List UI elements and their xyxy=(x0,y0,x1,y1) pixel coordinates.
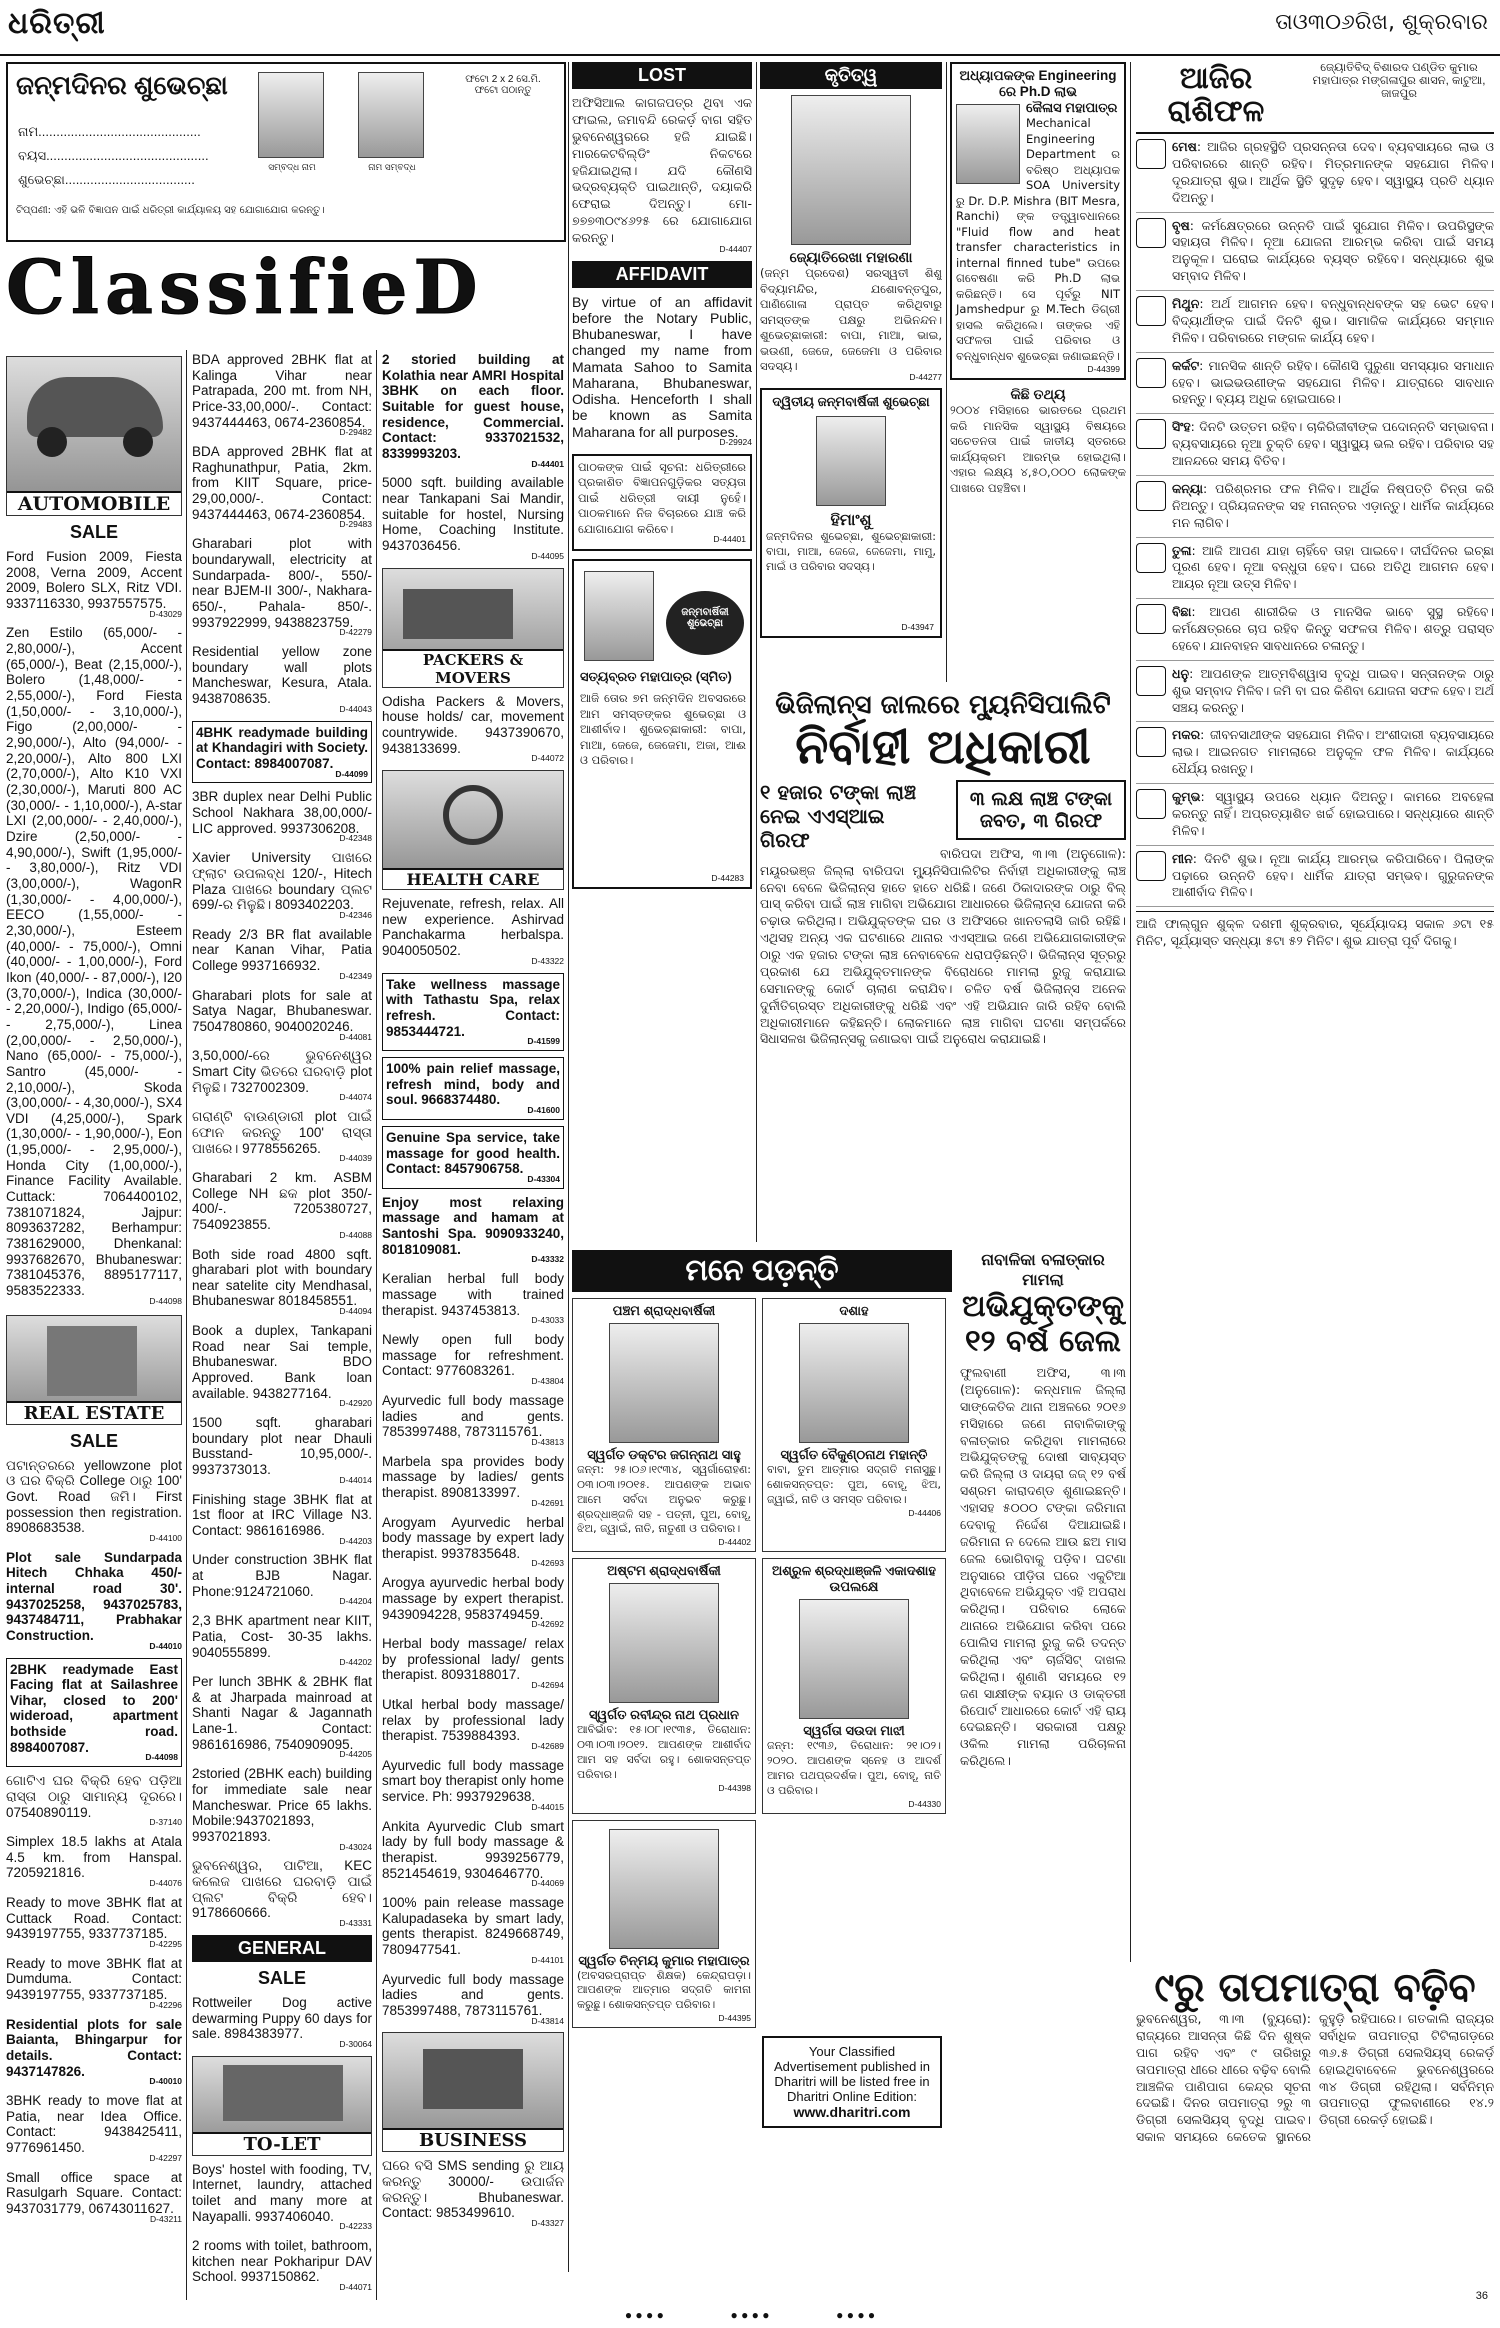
health-ads-list xyxy=(382,896,564,2026)
zodiac-sign-entry: ବୃଷ: କର୍ମକ୍ଷେତ୍ରରେ ଉନ୍ନତି ପାଇଁ ସୁଯୋଗ ମିଳିବ। ଉପରିସ୍ଥଙ୍କ ସହାୟତା ମିଳିବ। ନୂଆ ଯୋଜନା ଆରମ୍ଭ କରିବା ପାଇଁ ସମୟ ଅନୁକୂଳ। ଘରୋଇ କାର୍ଯ୍ୟରେ ବ୍ୟସ୍ତ ରହିବେ। ସନ୍ଧ୍ୟାରେ ଶୁଭ ସମ୍ବାଦ ମିଳିବ। xyxy=(1136,213,1494,292)
health-ad: Ayurvedic full body massage ladies and gents. 7853997488, 7873115761. D-43814 xyxy=(382,1971,564,2026)
court-kicker: ନାବାଳିକା ବଳାତ୍କାର ମାମଲା xyxy=(981,1250,1105,1289)
column-notices xyxy=(572,62,752,1242)
zodiac-sign-name: ବିଛା xyxy=(1172,604,1192,620)
property-ad: 1500 sqft. gharabari boundary plot near Dhauli Busstand- 10,95,000/-. 9937373013. D-44014 xyxy=(192,1415,372,1485)
health-ad: Keralian herbal full body massage with trained therapist. 9437453813. D-43033 xyxy=(382,1271,564,1326)
print-registration-marks: ● ● ● ● ● ● ● ● ● ● ● ● xyxy=(624,2308,876,2322)
zodiac-sign-name: ସିଂହ xyxy=(1172,419,1191,435)
real-estate-ad: Ready to move 3BHK flat at Cuttack Road. Contact: 9439197755, 9337737185. D-42295 xyxy=(6,1894,182,1949)
real-estate-sale-heading: SALE xyxy=(69,1430,118,1451)
building-ads-list xyxy=(382,352,564,562)
zodiac-prediction: କର୍ମକ୍ଷେତ୍ରରେ ଉନ୍ନତି ପାଇଁ ସୁଯୋଗ ମିଳିବ। ଉପରିସ୍ଥଙ୍କ ସହାୟତା ମିଳିବ। ନୂଆ ଯୋଜନା ଆରମ୍ଭ କରିବା ପାଇଁ ସମୟ ଅନୁକୂଳ। ଘରୋଇ କାର୍ଯ୍ୟରେ ବ୍ୟସ୍ତ ରହିବେ। ସନ୍ଧ୍ୟାରେ ଶୁଭ ସମ୍ବାଦ ମିଳିବ। xyxy=(1172,217,1494,284)
vigilance-headline: ନିର୍ବାହୀ ଅଧିକାରୀ xyxy=(795,719,1091,775)
online-edition-box xyxy=(762,2036,942,2128)
birthday-wish-line: ଶୁଭେଚ୍ଛା.................................... xyxy=(18,172,195,187)
phd-heading: ଅଧ୍ୟାପକଙ୍କ Engineering ରେ Ph.D ଲାଭ xyxy=(959,68,1117,99)
birthday-title: ଜନ୍ମଦିନର ଶୁଭେଚ୍ଛା xyxy=(16,70,228,100)
professor-photo xyxy=(956,104,1020,184)
zodiac-symbol-icon xyxy=(1136,139,1166,169)
property-ad: Residential yellow zone boundary wall plots Mancheswar, Kesura, Atala. 9438708635. D-44043 xyxy=(192,644,372,714)
zodiac-prediction: ଆଜିର ଗ୍ରହସ୍ଥିତି ପ୍ରସନ୍ନତା ଦେବ। ବ୍ୟବସାୟରେ ଲାଭ ଓ ପରିବାରରେ ଶାନ୍ତି ରହିବ। ମିତ୍ରମାନଙ୍କ ସହଯୋଗ ମିଳିବ। ଦୂରଯାତ୍ରା ଶୁଭ। ଆର୍ଥିକ ସ୍ଥିତି ସୁଦୃଢ଼ ହେବ। ସ୍ୱାସ୍ଥ୍ୟ ପ୍ରତି ଧ୍ୟାନ ଦିଅନ୍ତୁ। xyxy=(1172,139,1494,205)
reader-notice-box: ପାଠକଙ୍କ ପାଇଁ ସୂଚନା: ଧରିତ୍ରୀରେ ପ୍ରକାଶିତ ବିଜ୍ଞାପନଗୁଡ଼ିକର ସତ୍ୟତା ପାଇଁ ଧରିତ୍ରୀ ଦାୟୀ ନୁହେଁ। ପାଠକମାନେ ନିଜ ବିଚାରରେ ଯାଞ୍ଚ କରି ଯୋଗାଯୋଗ କରିବେ। D-44401 xyxy=(572,454,752,551)
vigilance-story xyxy=(760,690,1126,1235)
obituary-card xyxy=(762,1558,946,1813)
general-ad: Rottweiler Dog active dewarming Puppy 60 days for sale. 8984383977. D-30064 xyxy=(192,1994,372,2049)
property-ad: Gharabari plot with boundarywall, electricity at Sundarpada- 800/-, 550/- near BJEM-II 300/-, Nakhara- 650/-, Pahala- 850/-. 9937922999, 9438823759. D-42279 xyxy=(192,536,372,638)
zodiac-sign-entry: ଧନୁ: ଆପଣଙ୍କ ଆତ୍ମବିଶ୍ୱାସ ବୃଦ୍ଧି ପାଇବ। ସନ୍ତାନଙ୍କ ଠାରୁ ଶୁଭ ସମ୍ବାଦ ମିଳିବ। ଜମି ବା ଘର କିଣିବା ଯୋଜନା ସଫଳ ହେବ। ଅର୍ଥ ସଞ୍ଚୟ କରନ୍ତୁ। xyxy=(1136,661,1494,723)
zodiac-prediction: ଅର୍ଥ ଆଗମନ ହେବ। ବନ୍ଧୁବାନ୍ଧବଙ୍କ ସହ ଭେଟ ହେବ। ବିଦ୍ୟାର୍ଥୀଙ୍କ ପାଇଁ ଦିନଟି ଶୁଭ। ସାମାଜିକ କାର୍ଯ୍ୟରେ ସମ୍ମାନ ମିଳିବ। ପରିବାରରେ ମଙ୍ଗଳ କାର୍ଯ୍ୟ ହେବ। xyxy=(1172,296,1494,345)
property-ad: Under construction 3BHK flat at BJB Nagar. Phone:9124721060. D-44204 xyxy=(192,1552,372,1607)
wheel-icon xyxy=(37,427,67,457)
column-greetings: କୃତିତ୍ୱ ଜ୍ୟୋତିରେଖା ମହାରଣା (ଜନ୍ମ ପ୍ରଦେଶ) ସରସ୍ୱତୀ ଶିଶୁ ବିଦ୍ୟାମନ୍ଦିର, ଯଶୋବନ୍ତପୁର, ପାଣିଗୋଳା ପ୍ରାପ୍ତ କରିଥିବାରୁ ସମସ୍ତଙ୍କ ପକ୍ଷରୁ ଅଭିନନ୍ଦନ। ଶୁଭେଚ୍ଛାକାରୀ: ବାପା, ମାଆ, ଭାଇ, ଭଉଣୀ, ଜେଜେ, ଜେଜେମା ଓ ପରିବାର ସଦସ୍ୟ। D-44277 ଦ୍ୱିତୀୟ ଜନ୍ମବାର୍ଷିକୀ ଶୁଭେଚ୍ଛା ହିମାଂଶୁ ଜନ୍ମଦିନର ଶୁଭେଚ୍ଛା, ଶୁଭେଚ୍ଛାକାରୀ: ବାପା, ମାଆ, ଜେଜେ, ଜେଜେମା, ମାମୁ, ମାଇଁ ଓ ପରିବାର ସଦସ୍ୟ। D-43947 xyxy=(760,62,942,682)
health-ad: Arogyam Ayurvedic herbal body massage by expert lady therapist. 9937835648. D-42693 xyxy=(382,1514,564,1569)
lost-code: D-44407 xyxy=(719,243,752,254)
health-ad: Herbal body massage/ relax by professional lady/ gents therapist. 8093188017. D-42694 xyxy=(382,1636,564,1691)
property-ad: Finishing stage 3BHK flat at 1st floor at IRC Village N3. Contact: 9861616986. D-44203 xyxy=(192,1491,372,1546)
child-photo xyxy=(584,571,654,661)
lost-notice-text: ଅଫିସିଆଲ କାଗଜପତ୍ର ଥିବା ଏକ ଫାଇଲ, ଜମାବନ୍ଦି ରେକର୍ଡ଼ ବାଗ ସହିତ ଭୁବନେଶ୍ୱରରେ ହଜି ଯାଇଛି। ମାରକେଟବିଲ୍ଡିଂ ନିକଟରେ ହଜିଯାଇଥିଲା। ଯଦି କୌଣସି ଭଦ୍ରବ୍ୟକ୍ତି ପାଇଥାନ୍ତି, ଦୟାକରି ଫେରାଇ ଦିଅନ୍ତୁ। ମୋ- ୭୭୭୩୦୯୪୬୨୫ ରେ ଯୋଗାଯୋଗ କରନ୍ତୁ। xyxy=(572,95,752,245)
property-ad: 3BR duplex near Delhi Public School Nakhara 38,00,000/- LIC approved. 9937306208. D-42348 xyxy=(192,789,372,844)
zodiac-sign-name: ମକର xyxy=(1172,727,1201,743)
property-ads-list xyxy=(192,352,372,1929)
obituary-text: ଆବିର୍ଭାବ: ୧୫।୦୮।୧୯୩୫, ତିରୋଧାନ: ୦୩।୦୩।୨୦୧୨. ଆପଣଙ୍କ ଆଶୀର୍ବାଦ ଆମ ସହ ସର୍ବଦା ରହୁ। ଶୋକସନ୍ତପ୍ତ ପରିବାର। xyxy=(577,1723,751,1781)
packers-ad: Odisha Packers & Movers, house holds/ car, movement countrywide. 9437390670, 9438133699. D-44072 xyxy=(382,693,564,764)
facts-text: ୨୦୦୪ ମସିହାରେ ଭାରତରେ ପ୍ରଥମ କରି ମାନସିକ ସ୍ୱାସ୍ଥ୍ୟ ବିଷୟରେ ସଚେତନତା ପାଇଁ ଜାତୀୟ ସ୍ତରରେ କାର୍ଯ୍ୟକ୍ରମ ଆରମ୍ଭ ହୋଇଥିଲା। ଏହାର ଲକ୍ଷ୍ୟ ୪,୫୦,୦୦୦ ଲୋକଙ୍କ ପାଖରେ ପହଞ୍ଚିବା। xyxy=(950,403,1126,495)
toddler-name: ହିମାଂଶୁ xyxy=(830,512,872,530)
page-number: 36 xyxy=(1475,2290,1488,2302)
birthday-age-line: ବୟସ............................................. xyxy=(18,148,209,163)
horoscope-section xyxy=(1136,62,1494,1962)
health-ad: 100% pain relief massage, refresh mind, body and soul. 9668374480. D-41600 xyxy=(382,1057,564,1120)
automobile-ad: Ford Fusion 2009, Fiesta 2008, Verna 2009, Accent 2009, Bolero SLX, Ritz VDI. 9337116330, 9937557575. D-43029 xyxy=(6,549,182,619)
real-estate-ad: ପଟାନ୍ତରରେ yellowzone plot ଓ ଘର ବିକ୍ରି College ଠାରୁ 100' Govt. Road ଜମି। First possession then registration. 8908683538. D-44100 xyxy=(6,1457,182,1543)
zodiac-prediction: ଆପଣ ଶାରୀରିକ ଓ ମାନସିକ ଭାବେ ସୁସ୍ଥ ରହିବେ। କର୍ମକ୍ଷେତ୍ରରେ ଚାପ ରହିବ କିନ୍ତୁ ସଫଳତା ମିଳିବ। ଶତ୍ରୁ ପରାସ୍ତ ହେବେ। ଯାନବାହନ ସାବଧାନରେ ଚଳାନ୍ତୁ। xyxy=(1172,604,1494,653)
health-ad: Enjoy most relaxing massage and hamam at Santoshi Spa. 9090933240, 8018109081. D-43332 xyxy=(382,1194,564,1265)
health-ad: Utkal herbal body massage/ relax by professional lady therapist. 7539884393. D-42689 xyxy=(382,1696,564,1751)
business-label: BUSINESS xyxy=(383,2128,563,2151)
stethoscope-icon xyxy=(443,785,503,845)
obituary-name: ସ୍ୱର୍ଗତ ରବୀନ୍ଦ୍ର ନାଥ ପ୍ରଧାନ xyxy=(588,1707,740,1723)
health-care-banner xyxy=(382,770,564,890)
zodiac-prediction: ମାନସିକ ଶାନ୍ତି ରହିବ। କୌଣସି ପୁରୁଣା ସମସ୍ୟାର ସମାଧାନ ହେବ। ଭାଇଭଉଣୀଙ୍କ ସହଯୋଗ ମିଳିବ। ଯାତ୍ରାରେ ସାବଧାନ ରହନ୍ତୁ। ବ୍ୟୟ ଅଧିକ ହୋଇପାରେ। xyxy=(1172,357,1494,407)
health-ad: Ankita Ayurvedic Club smart lady by full body massage & therapist. 9939256779, 8521454619, 9304646770. D-44069 xyxy=(382,1818,564,1889)
real-estate-ad: Simplex 18.5 lakhs at Atala 4.5 km. from Hanspal. 7205921816. D-44076 xyxy=(6,1834,182,1889)
automobile-ads-list xyxy=(6,549,182,1307)
zodiac-sign-name: ମିଥୁନ xyxy=(1172,296,1200,311)
zodiac-symbol-icon xyxy=(1136,604,1166,634)
badge-wish-text: ଆଜି ତୋର ୭ମ ଜନ୍ମଦିନ ଅବସରରେ ଆମ ସମସ୍ତଙ୍କର ଶୁଭେଚ୍ଛା ଓ ଆଶୀର୍ବାଦ। ଶୁଭେଚ୍ଛାକାରୀ: ବାପା, ମାଆ, ଜେଜେ, ଜେଜେମା, ଅଜା, ଆଈ ଓ ପରିବାର। xyxy=(580,691,746,768)
facts-heading: କିଛି ତଥ୍ୟ xyxy=(1010,386,1066,403)
to-let-banner xyxy=(192,2056,372,2156)
obituary-title: ଅଶ୍ରୁଳ ଶ୍ରଦ୍ଧାଞ୍ଜଳି ଏକାଦଶାହ ଉପଲକ୍ଷେ xyxy=(772,1563,936,1595)
zodiac-prediction: ଦିନଟି ଶୁଭ। ନୂଆ କାର୍ଯ୍ୟ ଆରମ୍ଭ କରିପାରିବେ। ପିଲାଙ୍କ ପଢ଼ାରେ ଉନ୍ନତି ହେବ। ଧାର୍ମିକ ଯାତ୍ରା ସମ୍ଭବ। ଗୁରୁଜନଙ୍କ ଆଶୀର୍ବାଦ ମିଳିବ। xyxy=(1172,850,1494,900)
birthday-wishes-box xyxy=(6,62,566,242)
health-ad: Newly open full body massage for refreshment. Contact: 9776083261. D-43804 xyxy=(382,1332,564,1386)
zodiac-sign-name: ଧନୁ xyxy=(1172,665,1190,681)
obituary-name: ସ୍ୱର୍ଗତ ଡକ୍ଟର ଜଗନ୍ନାଥ ସାହୁ xyxy=(587,1447,741,1462)
phd-text: Mechanical Engineering Department ର ବରିଷ୍ଠ ଅଧ୍ୟାପକ SOA University ରୁ Dr. D.P. Mishra (BIT Mesra, Ranchi) ଙ୍କ ତତ୍ତ୍ୱାବଧାନରେ "Fluid flow and heat transfer characteristics in internal finned tube" ଉପରେ ଗବେଷଣା କରି Ph.D ଲାଭ କରିଛନ୍ତି। ସେ ପୂର୍ବରୁ NIT Jamshedpur ରୁ M.Tech ଡିଗ୍ରୀ ହାସଲ କରିଥିଲେ। ତାଙ୍କର ଏହି ସଫଳତା ପାଇଁ ପରିବାର ଓ ବନ୍ଧୁବାନ୍ଧବ ଶୁଭେଚ୍ଛା ଜଣାଇଛନ୍ତି। xyxy=(956,116,1120,363)
obituary-name: ସ୍ୱର୍ଗତ ଚିନ୍ମୟ କୁମାର ମହାପାତ୍ର xyxy=(578,1952,750,1968)
online-edition-url[interactable]: www.dharitri.com xyxy=(793,2104,911,2121)
building-ad: 5000 sqft. building available near Tankapani Sai Mandir, suitable for hostel, Nursing Home, Coaching Institute. 9437036456. D-44095 xyxy=(382,475,564,561)
real-estate-ad: Plot sale Sundarpada Hitech Chhaka 450/- internal road 30'. 9437025258, 9437025783, 9437484711, Prabhakar Construction. D-44010 xyxy=(6,1549,182,1651)
photo-size-note: ଫଟୋ 2 x 2 ସେ.ମି. ଫଟୋ ପଠାନ୍ତୁ xyxy=(465,74,541,96)
classified-logo: ClassifieD xyxy=(6,245,484,331)
child-photo-1 xyxy=(258,72,324,158)
affidavit-heading: AFFIDAVIT xyxy=(572,261,752,288)
zodiac-sign-entry: କନ୍ୟା: ପରିଶ୍ରମର ଫଳ ମିଳିବ। ଆର୍ଥିକ ନିଷ୍ପତ୍ତି ଚିନ୍ତା କରି ନିଅନ୍ତୁ। ପ୍ରିୟଜନଙ୍କ ସହ ମନାନ୍ତର ଏଡ଼ାନ୍ତୁ। ଧାର୍ମିକ କାର୍ଯ୍ୟରେ ମନ ଲାଗିବ। xyxy=(1136,476,1494,538)
truck-icon xyxy=(403,589,513,639)
column-phd xyxy=(950,62,1126,682)
portrait-photo xyxy=(799,1599,909,1719)
affidavit-notice: By virtue of an affidavit before the Notary Public, Bhubaneswar, I have changed my name from Mamata Sahoo to Samita Maharana, Bhubaneswar, Odisha. Henceforth I shall be known as Samita Maharana for all purposes. D-29924 xyxy=(572,293,752,447)
birthday-badge-notice xyxy=(572,559,752,889)
briefcase-icon xyxy=(423,2049,523,2109)
online-edition-text: Your Classified Advertisement published in Dharitri will be listed free in Dharitri Online Edition: xyxy=(773,2044,931,2105)
zodiac-prediction: ପରିଶ୍ରମର ଫଳ ମିଳିବ। ଆର୍ଥିକ ନିଷ୍ପତ୍ତି ଚିନ୍ତା କରି ନିଅନ୍ତୁ। ପ୍ରିୟଜନଙ୍କ ସହ ମନାନ୍ତର ଏଡ଼ାନ୍ତୁ। ଧାର୍ମିକ କାର୍ଯ୍ୟରେ ମନ ଲାଗିବ। xyxy=(1172,480,1494,530)
zodiac-sign-name: ତୁଳା xyxy=(1172,542,1192,558)
property-ad: Both side road 4800 sqft. gharabari plot with boundary near satelite city Mendhasal, Bhubaneswar 8018458551. D-44094 xyxy=(192,1246,372,1317)
house-icon xyxy=(223,2065,343,2121)
health-ad: Ayurvedic full body massage smart boy therapist only home service. Ph: 9937929638. D-44015 xyxy=(382,1757,564,1812)
zodiac-sign-entry: କର୍କଟ: ମାନସିକ ଶାନ୍ତି ରହିବ। କୌଣସି ପୁରୁଣା ସମସ୍ୟାର ସମାଧାନ ହେବ। ଭାଇଭଉଣୀଙ୍କ ସହଯୋଗ ମିଳିବ। ଯାତ୍ରାରେ ସାବଧାନ ରହନ୍ତୁ। ବ୍ୟୟ ଅଧିକ ହୋଇପାରେ। xyxy=(1136,353,1494,415)
property-ad: Per lunch 3BHK & 2BHK flat & at Jharpada mainroad at Shanti Nagar & Jagannath Lane-1. Contact: 9861616986, 7540909095. D-44205 xyxy=(192,1674,372,1760)
obituary-code: D-44398 xyxy=(718,1782,751,1793)
health-ad: Take wellness massage with Tathastu Spa, relax refresh. Contact: 9853444721. D-41599 xyxy=(382,973,564,1051)
obituary-title: ପଞ୍ଚମ ଶ୍ରାଦ୍ଧବାର୍ଷିକୀ xyxy=(612,1303,716,1318)
portrait-photo xyxy=(609,1583,719,1703)
newspaper-logo: ଧରିତ୍ରୀ xyxy=(8,6,106,41)
portrait-photo xyxy=(609,1829,719,1949)
court-body: ଫୁଲବାଣୀ ଅଫିସ, ୩।୩ (ଅନୁଗୋଳ): କନ୍ଧମାଳ ଜିଲ୍ଲା ସାଙ୍କେତିକ ଥାନା ଅଞ୍ଚଳରେ ୨୦୧୬ ମସିହାରେ ଜଣେ ନାବାଳିକାଙ୍କୁ ବଳାତ୍କାର କରିଥିବା ମାମଲାରେ ଅଭିଯୁକ୍ତଙ୍କୁ ଦୋଷୀ ସାବ୍ୟସ୍ତ କରି ଜିଲ୍ଲା ଓ ଦାୟରା ଜଜ୍ ୧୨ ବର୍ଷ ସଶ୍ରମ କାରାଦଣ୍ଡ ଶୁଣାଇଛନ୍ତି। ଏହାସହ ୫୦୦୦ ଟଙ୍କା ଜରିମାନା ଦେବାକୁ ନିର୍ଦ୍ଦେଶ ଦିଆଯାଇଛି। ଜରିମାନା ନ ଦେଲେ ଆଉ ଛଅ ମାସ ଜେଲ ଭୋଗିବାକୁ ପଡ଼ିବ। ଘଟଣା ଅନୁସାରେ ପୀଡ଼ିତା ଘରେ ଏକୁଟିଆ ଥିବାବେଳେ ଅଭିଯୁକ୍ତ ଏହି ଅପରାଧ କରିଥିଲା। ପରିବାର ଲୋକେ ଥାନାରେ ଅଭିଯୋଗ କରିବା ପରେ ପୋଲିସ ମାମଲା ରୁଜୁ କରି ତଦନ୍ତ କରିଥିଲା ଏବଂ ଚାର୍ଜସିଟ୍ ଦାଖଲ କରିଥିଲା। ଶୁଣାଣି ସମୟରେ ୧୨ ଜଣ ସାକ୍ଷୀଙ୍କ ବୟାନ ଓ ଡାକ୍ତରୀ ରିପୋର୍ଟ ଆଧାରରେ କୋର୍ଟ ଏହି ରାୟ ଦେଇଛନ୍ତି। ସରକାରୀ ପକ୍ଷରୁ ଓକିଲ ମାମଲା ପରିଚାଳନା କରିଥିଲେ। xyxy=(960,1365,1126,1769)
reader-notice-text: ପାଠକଙ୍କ ପାଇଁ ସୂଚନା: ଧରିତ୍ରୀରେ ପ୍ରକାଶିତ ବିଜ୍ଞାପନଗୁଡ଼ିକର ସତ୍ୟତା ପାଇଁ ଧରିତ୍ରୀ ଦାୟୀ ନୁହେଁ। ପାଠକମାନେ ନିଜ ବିଚାରରେ ଯାଞ୍ଚ କରି ଯୋଗାଯୋଗ କରିବେ। xyxy=(578,459,746,536)
property-ad: 4BHK readymade building at Khandagiri with Society. Contact: 8984007087. D-44099 xyxy=(192,721,372,784)
zodiac-prediction: ଦିନଟି ଉତ୍ତମ ରହିବ। ଚାକିରିଜୀବୀଙ୍କ ପଦୋନ୍ନତି ସମ୍ଭାବନା। ବ୍ୟବସାୟରେ ନୂଆ ଚୁକ୍ତି ହେବ। ସ୍ୱାସ୍ଥ୍ୟ ଭଲ ରହିବ। ପରିବାର ସହ ଆନନ୍ଦରେ ସମୟ ବିତିବ। xyxy=(1172,419,1494,468)
column-services xyxy=(382,352,564,2302)
obituary-code: D-44330 xyxy=(908,1798,941,1809)
badge-child-name: ସତ୍ୟବ୍ରତ ମହାପାତ୍ର (ସ୍ମିତ) xyxy=(580,669,732,685)
zodiac-sign-entry: ସିଂହ: ଦିନଟି ଉତ୍ତମ ରହିବ। ଚାକିରିଜୀବୀଙ୍କ ପଦୋନ୍ନତି ସମ୍ଭାବନା। ବ୍ୟବସାୟରେ ନୂଆ ଚୁକ୍ତି ହେବ। ସ୍ୱାସ୍ଥ୍ୟ ଭଲ ରହିବ। ପରିବାର ସହ ଆନନ୍ଦରେ ସମୟ ବିତିବ। xyxy=(1136,414,1494,476)
phd-notice: ଅଧ୍ୟାପକଙ୍କ Engineering ରେ Ph.D ଲାଭ କୈଳାସ ମହାପାତ୍ର Mechanical Engineering Department ର ବରିଷ୍ଠ ଅଧ୍ୟାପକ SOA University ରୁ Dr. D.P. Mishra (BIT Mesra, Ranchi) ଙ୍କ ତତ୍ତ୍ୱାବଧାନରେ "Fluid flow and heat transfer characteristics in internal finned tube" ଉପରେ ଗବେଷଣା କରି Ph.D ଲାଭ କରିଛନ୍ତି। ସେ ପୂର୍ବରୁ NIT Jamshedpur ରୁ M.Tech ଡିଗ୍ରୀ ହାସଲ କରିଥିଲେ। ତାଙ୍କର ଏହି ସଫଳତା ପାଇଁ ପରିବାର ଓ ବନ୍ଧୁବାନ୍ଧବ ଶୁଭେଚ୍ଛା ଜଣାଇଛନ୍ତି। D-44399 xyxy=(950,62,1126,380)
zodiac-sign-name: କର୍କଟ xyxy=(1172,357,1200,373)
zodiac-symbol-icon xyxy=(1136,543,1166,573)
real-estate-ad: Ready to move 3BHK flat at Dumduma. Contact: 9439197755, 9337737185. D-42296 xyxy=(6,1955,182,2010)
automobile-sale-heading: SALE xyxy=(69,522,118,542)
column-automobile-realestate xyxy=(6,352,182,2302)
seizure-inset: ୩ ଲକ୍ଷ ଲାଞ୍ଚ ଟଙ୍କା ଜବତ, ୩ ଗିରଫ xyxy=(956,780,1126,840)
birthday-footer-note: ଟିପ୍ପଣୀ: ଏହି ଭଳି ବିଜ୍ଞାପନ ପାଇଁ ଧରିତ୍ରୀ କାର୍ଯ୍ୟାଳୟ ସହ ଯୋଗାଯୋଗ କରନ୍ତୁ। xyxy=(16,205,325,216)
zodiac-prediction: ସ୍ୱାସ୍ଥ୍ୟ ଉପରେ ଧ୍ୟାନ ଦିଅନ୍ତୁ। କାମରେ ଅବହେଳା କରନ୍ତୁ ନାହିଁ। ଅପ୍ରତ୍ୟାଶିତ ଖର୍ଚ୍ଚ ହୋଇପାରେ। ସନ୍ଧ୍ୟାରେ ଶାନ୍ତି ମିଳିବ। xyxy=(1172,789,1494,838)
portrait-photo xyxy=(799,1323,909,1443)
masthead xyxy=(0,0,1500,56)
obituary-code: D-44406 xyxy=(908,1507,941,1518)
business-banner xyxy=(382,2032,564,2152)
remembrance-section xyxy=(572,1250,952,2300)
obituary-name: ସ୍ୱର୍ଗତ ବୈକୁଣ୍ଠନାଥ ମହାନ୍ତି xyxy=(780,1447,928,1462)
zodiac-sign-entry: ମୀନ: ଦିନଟି ଶୁଭ। ନୂଆ କାର୍ଯ୍ୟ ଆରମ୍ଭ କରିପାରିବେ। ପିଲାଙ୍କ ପଢ଼ାରେ ଉନ୍ନତି ହେବ। ଧାର୍ମିକ ଯାତ୍ରା ସମ୍ଭବ। ଗୁରୁଜନଙ୍କ ଆଶୀର୍ବାଦ ମିଳିବ। xyxy=(1136,846,1494,908)
obituary-card xyxy=(762,1298,946,1552)
zodiac-symbol-icon xyxy=(1136,358,1166,388)
packers-banner xyxy=(382,568,564,688)
automobile-ad: Zen Estilo (65,000/- - 2,80,000/-), Accent (65,000/-), Beat (2,15,000/-), Bolero (1,48,000/- - 2,55,000/-), Ford Fiesta (1,50,000/- - 3,10,000/-), Figo (2,00,000/- - 2,90,000/-), Alto (94,000/- - 2,20,000/-), Alto 800 LXI (2,70,000/-), Alto K10 VXI (2,30,000/-), Maruti 800 AC (30,000/- - 1,10,000/-), A-star LXI (2,00,000/- - 2,40,000/-), Dzire (2,50,000/- - 4,90,000/-), Swift (1,95,000/- - 3,80,000/-), Ritz VDI (3,00,000/-), WagonR (1,30,000/- - 4,00,000/-), EECO (1,55,000/- - 2,30,000/-), Esteem (40,000/- - 75,000/-), Omni (40,000/- - 1,00,000/-), Ford Ikon (40,000/- - 87,000/-), I20 (3,70,000/-), Indica (30,000/- - 2,20,000/-), Indigo (65,000/- - 2,75,000/-), Linea (2,00,000/- - 2,50,000/-), Nano (65,000/- - 75,000/-), Santro (45,000/- - 2,10,000/-), Skoda (3,00,000/- - 4,30,000/-), SX4 VDI (4,25,000/-), Spark (1,30,000/- - 1,90,000/-), Eon (1,95,000/- - 2,95,000/-), Honda City (1,00,000/-), Finance Facility Available. Cuttack: 7064400102, 7381071824, Jajpur: 8093637282, Berhampur: 7381629000, Dhenkanal: 9937682670, Bhubaneswar: 7381045376, 8895177117, 9583522333. D-44098 xyxy=(6,625,182,1306)
real-estate-ads-list xyxy=(6,1458,182,2225)
zodiac-symbol-icon xyxy=(1136,727,1166,757)
second-birthday-heading: ଦ୍ୱିତୀୟ ଜନ୍ମବାର୍ଷିକୀ ଶୁଭେଚ୍ଛା xyxy=(772,394,930,410)
real-estate-ad: 2BHK readymade East Facing flat at Sailashree Vihar, closed to 200' wideroad, apartment bothside road. 8984007087. D-44098 xyxy=(6,1658,182,1768)
obituary-text: ଜନ୍ମ: ୧୯୩୬, ତିରୋଧାନ: ୨୧।୦୨।୨୦୨୦. ଆପଣଙ୍କ ସ୍ନେହ ଓ ଆଦର୍ଶ ଆମର ପଥପ୍ରଦର୍ଶକ। ପୁଅ, ବୋହୂ, ନାତି ଓ ପରିବାର। xyxy=(767,1739,941,1797)
vigilance-body: ବାରିପଦା ଅଫିସ, ୩।୩ (ଅନୁଗୋଳ): ମୟୂରଭଞ୍ଜ ଜିଲ୍ଲା ବାରିପଦା ମ୍ୟୁନିସିପାଲିଟିର ନିର୍ବାହୀ ଅଧିକାରୀଙ୍କୁ ଲାଞ୍ଚ ନେବା ବେଳେ ଭିଜିଲାନ୍ସ ହାତେ ହାତେ ଧରିଛି। ଜଣେ ଠିକାଦାରଙ୍କ ଠାରୁ ବିଲ୍ ପାସ୍ କରିବା ପାଇଁ ଲାଞ୍ଚ ମାଗିବା ଅଭିଯୋଗ ଆଧାରରେ ଭିଜିଲାନ୍ସ ଯୋଜନା କରି ଚଢ଼ାଉ କରିଥିଲା। ଅଭିଯୁକ୍ତଙ୍କ ଘର ଓ ଅଫିସରେ ଖାନତଲାସି ଜାରି ରହିଛି। ଏଥିସହ ଅନ୍ୟ ଏକ ଘଟଣାରେ ଥାନାର ଏଏସ୍‌ଆଇ ଜଣେ ଅଭିଯୋଗକାରୀଙ୍କ ଠାରୁ ଏକ ହଜାର ଟଙ୍କା ଲାଞ୍ଚ ନେବାବେଳେ ଧରାପଡ଼ିଛନ୍ତି। ଭିଜିଲାନ୍ସ ସୂତ୍ରରୁ ପ୍ରକାଶ ଯେ ଅଭିଯୁକ୍ତମାନଙ୍କ ବିରୋଧରେ ମାମଲା ରୁଜୁ କରାଯାଇ ସେମାନଙ୍କୁ କୋର୍ଟ ଚାଲାଣ କରାଯିବ। ଚଳିତ ବର୍ଷ ଭିଜିଲାନ୍ସ ଅନେକ ଦୁର୍ନୀତିଗ୍ରସ୍ତ ଅଧିକାରୀଙ୍କୁ ଧରିଛି ଏବଂ ଏହି ଅଭିଯାନ ଜାରି ରହିବ ବୋଲି ଅଧିକାରୀମାନେ କହିଛନ୍ତି। ଲୋକମାନେ ଲାଞ୍ଚ ମାଗିବା ଘଟଣା ସମ୍ପର୍କରେ ସିଧାସଳଖ ଭିଜିଲାନ୍ସକୁ ଜଣାଇବା ପାଇଁ ଅନୁରୋଧ କରାଯାଇଛି। xyxy=(760,845,1126,1047)
portrait-photo xyxy=(609,1323,719,1443)
real-estate-ad: ଗୋଟିଏ ଘର ବିକ୍ରି ହେବ ପଡ଼ିଆ ରାସ୍ତା ଠାରୁ ସାମାନ୍ୟ ଦୂରରେ। 07540890119. D-37140 xyxy=(6,1773,182,1828)
property-ad: 2,3 BHK apartment near KIIT, Patia, Cost- 30-35 lakhs. 9040555899. D-44202 xyxy=(192,1613,372,1668)
obituary-text: ବାବା, ତୁମ ଆତ୍ମାର ସଦ୍‌ଗତି ମନାସୁଛୁ। ଶୋକସନ୍ତପ୍ତ: ପୁଅ, ବୋହୂ, ଝିଅ, ଜ୍ୱାଇଁ, ନାତି ଓ ସମସ୍ତ ପରିବାର। xyxy=(767,1463,941,1506)
lost-heading: LOST xyxy=(572,62,752,89)
zodiac-symbol-icon xyxy=(1136,666,1166,696)
obituary-card xyxy=(572,1298,756,1552)
health-ad: Ayurvedic full body massage ladies and gents. 7853997488, 7873115761. D-43813 xyxy=(382,1392,564,1447)
obituary-card xyxy=(572,1558,756,1813)
zodiac-sign-name: ବୃଷ xyxy=(1172,217,1190,233)
automobile-banner xyxy=(6,356,182,516)
property-ad: BDA approved 2BHK flat at Raghunathpur, Patia, 2km. from KIIT Square, price-29,00,000/-. Contact: 9437444463, 0674-2360854. D-29483 xyxy=(192,444,372,530)
weather-headline: ୯ରୁ ତାପମାତ୍ରା ବଢ଼ିବ xyxy=(1154,1965,1476,2011)
zodiac-sign-entry: ମେଷ: ଆଜିର ଗ୍ରହସ୍ଥିତି ପ୍ରସନ୍ନତା ଦେବ। ବ୍ୟବସାୟରେ ଲାଭ ଓ ପରିବାରରେ ଶାନ୍ତି ରହିବ। ମିତ୍ରମାନଙ୍କ ସହଯୋଗ ମିଳିବ। ଦୂରଯାତ୍ରା ଶୁଭ। ଆର୍ଥିକ ସ୍ଥିତି ସୁଦୃଢ଼ ହେବ। ସ୍ୱାସ୍ଥ୍ୟ ପ୍ରତି ଧ୍ୟାନ ଦିଅନ୍ତୁ। xyxy=(1136,134,1494,213)
child-photo-2 xyxy=(358,72,424,158)
birthday-badge: ଜନ୍ମବାର୍ଷିକୀ ଶୁଭେଚ୍ଛା xyxy=(666,591,744,655)
court-story xyxy=(960,1250,1126,2300)
zodiac-symbol-icon xyxy=(1136,481,1166,511)
achievement-heading: କୃତିତ୍ୱ xyxy=(760,62,942,89)
to-let-label: TO-LET xyxy=(193,2132,371,2155)
weather-body: ଭୁବନେଶ୍ୱର, ୩।୩ (ବ୍ୟୁରୋ): ରାଜ୍ୟରେ ଆସନ୍ତା କିଛି ଦିନ ଶୁଷ୍କ ପାଗ ରହିବ ଏବଂ ୯ ତାରିଖରୁ ତାପମାତ୍ରା ଧୀରେ ଧୀରେ ବଢ଼ିବ ବୋଲି ଆଞ୍ଚଳିକ ପାଣିପାଗ କେନ୍ଦ୍ର ସୂଚନା ଦେଇଛି। ଦିନର ତାପମାତ୍ରା ୨ରୁ ୩ ଡିଗ୍ରୀ ସେଲସିୟସ୍ ବୃଦ୍ଧି ପାଇବ। ସକାଳ ସମୟରେ କେତେକ ସ୍ଥାନରେ କୁହୁଡ଼ି ରହିପାରେ। ଗତକାଲି ରାଜ୍ୟର ସର୍ବାଧିକ ତାପମାତ୍ରା ଟିଟିଲାଗଡ଼ରେ ୩୬.୫ ଡିଗ୍ରୀ ସେଲସିୟସ୍ ରେକର୍ଡ଼ ହୋଇଥିବାବେଳେ ଭୁବନେଶ୍ୱରରେ ୩୪ ଡିଗ୍ରୀ ରହିଥିଲା। ସର୍ବନିମ୍ନ ତାପମାତ୍ରା ଫୁଲବାଣୀରେ ୧୪.୨ ଡିଗ୍ରୀ ରେକର୍ଡ଼ ହୋଇଛି। xyxy=(1136,2011,1494,2145)
health-ad: Marbela spa provides body massage by ladies/ gents therapist. 8908133997. D-42691 xyxy=(382,1453,564,1508)
real-estate-ad: 3BHK ready to move flat at Patia, near Idea Office. Contact: 9438425411, 9776961450. D-42297 xyxy=(6,2093,182,2163)
property-ad: ଭୁବନେଶ୍ୱର, ପାଟିଆ, KEC କଲେଜ ପାଖରେ ଘରବାଡ଼ି ପାଇଁ ପ୍ଲଟ ବିକ୍ରି ହେବ। 9178660666. D-43331 xyxy=(192,1858,372,1928)
zodiac-prediction: ଆଜି ଆପଣ ଯାହା ଚାହିଁବେ ତାହା ପାଇବେ। ଦୀର୍ଘଦିନର ଇଚ୍ଛା ପୂରଣ ହେବ। ନୂଆ ବନ୍ଧୁତା ହେବ। ଘରେ ଅତିଥି ଆଗମନ ହେବ। ଆୟର ନୂଆ ଉତ୍ସ ମିଳିବ। xyxy=(1172,542,1494,592)
toddler-photo xyxy=(816,416,886,506)
property-ad: ଗରାଣ୍ଟି ବାଉଣ୍ଡାରୀ plot ପାଇଁ ଫୋନ କରନ୍ତୁ 100' ରାସ୍ତା ପାଖରେ। 9778556265. D-44039 xyxy=(192,1109,372,1164)
health-ad: Genuine Spa service, take massage for good health. Contact: 8457906758. D-43304 xyxy=(382,1126,564,1189)
real-estate-label: REAL ESTATE xyxy=(7,1401,181,1424)
vigilance-kicker: ଭିଜିଲାନ୍ସ ଜାଲରେ ମ୍ୟୁନିସିପାଲିଟି xyxy=(775,690,1111,720)
property-ad: Xavier University ପାଖରେ ଫ୍ଲାଟ ଉପଲବ୍ଧ 120/-, Hitech Plaza ପାଖରେ boundary ପ୍ଲଟ 699/-ର ମିଳୁଛି। 8093402203. D-42346 xyxy=(192,850,372,920)
zodiac-sign-name: ମୀନ xyxy=(1172,850,1193,866)
achiever-text: (ଜନ୍ମ ପ୍ରଦେଶ) ସରସ୍ୱତୀ ଶିଶୁ ବିଦ୍ୟାମନ୍ଦିର, ଯଶୋବନ୍ତପୁର, ପାଣିଗୋଳା ପ୍ରାପ୍ତ କରିଥିବାରୁ ସମସ୍ତଙ୍କ ପକ୍ଷରୁ ଅଭିନନ୍ଦନ। ଶୁଭେଚ୍ଛାକାରୀ: ବାପା, ମାଆ, ଭାଇ, ଭଉଣୀ, ଜେଜେ, ଜେଜେମା ଓ ପରିବାର ସଦସ୍ୟ। xyxy=(760,266,942,374)
zodiac-sign-name: କୁମ୍ଭ xyxy=(1172,789,1201,804)
to-let-ads-list xyxy=(192,2162,372,2293)
zodiac-symbol-icon xyxy=(1136,218,1166,248)
obituary-name: ସ୍ୱର୍ଗତା ସଉଦା ମାଝୀ xyxy=(803,1723,905,1739)
real-estate-ad: Residential plots for sale Baianta, Bhingarpur for details. Contact: 9437147826. D-40010 xyxy=(6,2016,182,2087)
obituary-title: ଦଶାହ xyxy=(839,1303,869,1318)
photo2-caption: ନାମ ସମ୍ବଦ୍ଧ xyxy=(368,162,416,172)
property-ad: Gharabari plots for sale at Satya Nagar, Bhubaneswar. 7504780860, 9040020246. D-44081 xyxy=(192,987,372,1042)
automobile-label: AUTOMOBILE xyxy=(7,491,181,515)
general-heading: GENERAL xyxy=(192,1935,372,1962)
property-ad: 2storied (2BHK each) building for immediate sale near Mancheswar. Price 65 lakhs. Mobile:9437021893, 9937021893. D-43024 xyxy=(192,1766,372,1852)
property-ad: Book a duplex, Tankapani Road near Sai temple, Bhubaneswar. BDO Approved. Bank loan available. 9438277164. D-42920 xyxy=(192,1322,372,1409)
obituary-text: ଜନ୍ମ: ୨୫।୦୬।୧୯୩୪, ସ୍ୱର୍ଗାରୋହଣ: ୦୩।୦୩।୨୦୧୫. ଆପଣଙ୍କ ଅଭାବ ଆମେ ସର୍ବଦା ଅନୁଭବ କରୁଛୁ। ଶ୍ରଦ୍ଧାଞ୍ଜଳି ସହ - ପତ୍ନୀ, ପୁଅ, ବୋହୂ, ଝିଅ, ଜ୍ୱାଇଁ, ନାତି, ନାତୁଣୀ ଓ ପରିବାର। xyxy=(577,1463,751,1536)
panchang-text: ଆଜି ଫାଲ୍‌ଗୁନ ଶୁକ୍ଳ ଦଶମୀ ଶୁକ୍ରବାର, ସୂର୍ଯ୍ୟୋଦୟ ସକାଳ ୬ଟା ୧୫ ମିନିଟ, ସୂର୍ଯ୍ୟାସ୍ତ ସନ୍ଧ୍ୟା ୫ଟା ୫୨ ମିନିଟ। ଶୁଭ ଯାତ୍ରା ପୂର୍ବ ଦିଗକୁ। xyxy=(1136,911,1494,950)
remembrance-grid xyxy=(572,1298,952,2028)
badge-code: D-44283 xyxy=(711,873,744,884)
building-icon xyxy=(47,1326,137,1396)
zodiac-prediction: ଆପଣଙ୍କ ଆତ୍ମବିଶ୍ୱାସ ବୃଦ୍ଧି ପାଇବ। ସନ୍ତାନଙ୍କ ଠାରୁ ଶୁଭ ସମ୍ବାଦ ମିଳିବ। ଜମି ବା ଘର କିଣିବା ଯୋଜନା ସଫଳ ହେବ। ଅର୍ଥ ସଞ୍ଚୟ କରନ୍ତୁ। xyxy=(1172,665,1494,715)
zodiac-sign-entry: ତୁଳା: ଆଜି ଆପଣ ଯାହା ଚାହିଁବେ ତାହା ପାଇବେ। ଦୀର୍ଘଦିନର ଇଚ୍ଛା ପୂରଣ ହେବ। ନୂଆ ବନ୍ଧୁତା ହେବ। ଘରେ ଅତିଥି ଆଗମନ ହେବ। ଆୟର ନୂଆ ଉତ୍ସ ମିଳିବ। xyxy=(1136,538,1494,600)
wheel-icon xyxy=(123,427,153,457)
zodiac-sign-name: ମେଷ xyxy=(1172,139,1197,154)
health-ad: Rejuvenate, refresh, relax. All new experience. Ashirvad Panchakarma herbalspa. 9040050502. D-43322 xyxy=(382,896,564,966)
zodiac-sign-entry: ମକର: ଜୀବନସାଥୀଙ୍କ ସହଯୋଗ ମିଳିବ। ଅଂଶୀଦାରୀ ବ୍ୟବସାୟରେ ଲାଭ। ଆଇନଗତ ମାମଲାରେ ଅନୁକୂଳ ଫଳ ମିଳିବ। କାର୍ଯ୍ୟରେ ଧୈର୍ଯ୍ୟ ରଖନ୍ତୁ। xyxy=(1136,722,1494,784)
packers-label: PACKERS & MOVERS xyxy=(383,649,563,687)
zodiac-symbol-icon xyxy=(1136,419,1166,449)
general-sale-heading: SALE xyxy=(257,1967,306,1988)
weather-story xyxy=(1136,1965,1494,2300)
property-ad: 3,50,000/-ରେ ଭୁବନେଶ୍ୱର Smart City ଭିତରେ ଘରବାଡ଼ି plot ମିଳୁଛି। 7327002309. D-44074 xyxy=(192,1048,372,1103)
achiever-name: ଜ୍ୟୋତିରେଖା ମହାରଣା xyxy=(789,249,913,265)
to-let-ad: 2 rooms with toilet, bathroom, kitchen near Pokharipur DAV School. 9937150862. D-44071 xyxy=(192,2238,372,2293)
health-ad: 100% pain release massage Kalupadaseka by smart lady, gents therapist. 8249668749, 7809477541. D-44101 xyxy=(382,1895,564,1965)
zodiac-sign-entry: ବିଛା: ଆପଣ ଶାରୀରିକ ଓ ମାନସିକ ଭାବେ ସୁସ୍ଥ ରହିବେ। କର୍ମକ୍ଷେତ୍ରରେ ଚାପ ରହିବ କିନ୍ତୁ ସଫଳତା ମିଳିବ। ଶତ୍ରୁ ପରାସ୍ତ ହେବେ। ଯାନବାହନ ସାବଧାନରେ ଚଳାନ୍ତୁ। xyxy=(1136,599,1494,661)
property-ad: Gharabari 2 km. ASBM College NH ଛକ plot 350/- 400/-. 7205380727, 7540923855. D-44088 xyxy=(192,1170,372,1240)
second-birthday-box: ଦ୍ୱିତୀୟ ଜନ୍ମବାର୍ଷିକୀ ଶୁଭେଚ୍ଛା ହିମାଂଶୁ ଜନ୍ମଦିନର ଶୁଭେଚ୍ଛା, ଶୁଭେଚ୍ଛାକାରୀ: ବାପା, ମାଆ, ଜେଜେ, ଜେଜେମା, ମାମୁ, ମାଇଁ ଓ ପରିବାର ସଦସ୍ୟ। D-43947 xyxy=(760,388,942,638)
building-ad: 2 storied building at Kolathia near AMRI Hospital 3BHK on each floor. Suitable for guest house, residence, Commercial. Contact: 9337021532, 8339993203. D-44401 xyxy=(382,352,564,469)
court-headline: ଅଭିଯୁକ୍ତଙ୍କୁ ୧୨ ବର୍ଷ ଜେଲ xyxy=(961,1289,1125,1359)
horoscope-heading: ଆଜିର ରାଶିଫଳ xyxy=(1167,62,1265,129)
achiever-photo xyxy=(791,95,911,245)
issue-date: ତାଓ୩୦୬ରିଖ, ଶୁକ୍ରବାର xyxy=(1275,10,1488,35)
column-property-ads xyxy=(192,352,372,2302)
photo1-caption: ସମ୍ବଦ୍ଧ ନାମ xyxy=(268,162,316,172)
real-estate-ad: Small office space at Rasulgarh Square. Contact: 9437031779, 06743011627. D-43211 xyxy=(6,2169,182,2224)
obituary-code: D-44402 xyxy=(718,1537,751,1548)
business-ad: ଘରେ ବସି SMS sending ରୁ ଆୟ କରନ୍ତୁ 30000/- ଉପାର୍ଜନ କରନ୍ତୁ। Bhubaneswar. Contact: 9853499610. D-43327 xyxy=(382,2158,564,2229)
real-estate-banner xyxy=(6,1315,182,1425)
astrologer-byline: ଜ୍ୟୋତିର୍ବିଦ୍ ବିଶାରଦ ପଣ୍ଡିତ କୁମାର ମହାପାତ୍ର ମଙ୍ଗଳାପୁର ଶାସନ, କାଟୁଆ, ଜାଜପୁର xyxy=(1312,62,1486,100)
zodiac-prediction: ଜୀବନସାଥୀଙ୍କ ସହଯୋଗ ମିଳିବ। ଅଂଶୀଦାରୀ ବ୍ୟବସାୟରେ ଲାଭ। ଆଇନଗତ ମାମଲାରେ ଅନୁକୂଳ ଫଳ ମିଳିବ। କାର୍ଯ୍ୟରେ ଧୈର୍ଯ୍ୟ ରଖନ୍ତୁ। xyxy=(1172,727,1494,777)
birthday-name-line: ନାମ............................................. xyxy=(18,124,201,139)
professor-name: କୈଳାସ ମହାପାତ୍ର xyxy=(1026,100,1118,115)
health-ad: Arogya ayurvedic herbal body massage by expert therapist. 9439094228, 9583749459. D-42692 xyxy=(382,1575,564,1630)
obituary-card xyxy=(572,1820,756,2029)
zodiac-sign-name: କନ୍ୟା xyxy=(1172,480,1204,496)
zodiac-symbol-icon xyxy=(1136,851,1166,881)
property-ad: Ready 2/3 BR flat available near Kanan Vihar, Patia College 9937166932. D-42349 xyxy=(192,926,372,981)
second-birthday-text: ଜନ୍ମଦିନର ଶୁଭେଚ୍ଛା, ଶୁଭେଚ୍ଛାକାରୀ: ବାପା, ମାଆ, ଜେଜେ, ଜେଜେମା, ମାମୁ, ମାଇଁ ଓ ପରିବାର ସଦସ୍ୟ। xyxy=(766,530,936,574)
health-care-label: HEALTH CARE xyxy=(383,868,563,889)
zodiac-symbol-icon xyxy=(1136,789,1166,819)
zodiac-sign-entry: ମିଥୁନ: ଅର୍ଥ ଆଗମନ ହେବ। ବନ୍ଧୁବାନ୍ଧବଙ୍କ ସହ ଭେଟ ହେବ। ବିଦ୍ୟାର୍ଥୀଙ୍କ ପାଇଁ ଦିନଟି ଶୁଭ। ସାମାଜିକ କାର୍ଯ୍ୟରେ ସମ୍ମାନ ମିଳିବ। ପରିବାରରେ ମଙ୍ଗଳ କାର୍ଯ୍ୟ ହେବ। xyxy=(1136,291,1494,353)
zodiac-symbol-icon xyxy=(1136,296,1166,326)
property-ad: BDA approved 2BHK flat at Kalinga Vihar near Patrapada, 200 mt. from NH, Price-33,00,000/-. Contact: 9437444463, 0674-2360854. D-29482 xyxy=(192,352,372,438)
zodiac-sign-entry: କୁମ୍ଭ: ସ୍ୱାସ୍ଥ୍ୟ ଉପରେ ଧ୍ୟାନ ଦିଅନ୍ତୁ। କାମରେ ଅବହେଳା କରନ୍ତୁ ନାହିଁ। ଅପ୍ରତ୍ୟାଶିତ ଖର୍ଚ୍ଚ ହୋଇପାରେ। ସନ୍ଧ୍ୟାରେ ଶାନ୍ତି ମିଳିବ। xyxy=(1136,784,1494,846)
obituary-text: (ଅବସରପ୍ରାପ୍ତ ଶିକ୍ଷକ) କେନ୍ଦ୍ରାପଡ଼ା। ଆପଣଙ୍କ ଆତ୍ମାର ସଦ୍‌ଗତି କାମନା କରୁଛୁ। ଶୋକସନ୍ତପ୍ତ ପରିବାର। xyxy=(577,1968,751,2012)
zodiac-signs-list xyxy=(1136,134,1494,907)
remembrance-banner: ମନେ ପଡ଼ନ୍ତି xyxy=(572,1250,952,1292)
obituary-title: ଅଷ୍ଟମ ଶ୍ରାଦ୍ଧବାର୍ଷିକୀ xyxy=(607,1563,721,1579)
obituary-code: D-44395 xyxy=(718,2013,751,2024)
asi-subheadline: ୧ ହଜାର ଟଙ୍କା ଲାଞ୍ଚ ନେଇ ଏଏସ୍‌ଆଇ ଗିରଫ xyxy=(760,779,917,852)
to-let-ad: Boys' hostel with fooding, TV, Internet, laundry, attached toilet and many more at Nayapalli. 9937406040. D-42233 xyxy=(192,2161,372,2232)
